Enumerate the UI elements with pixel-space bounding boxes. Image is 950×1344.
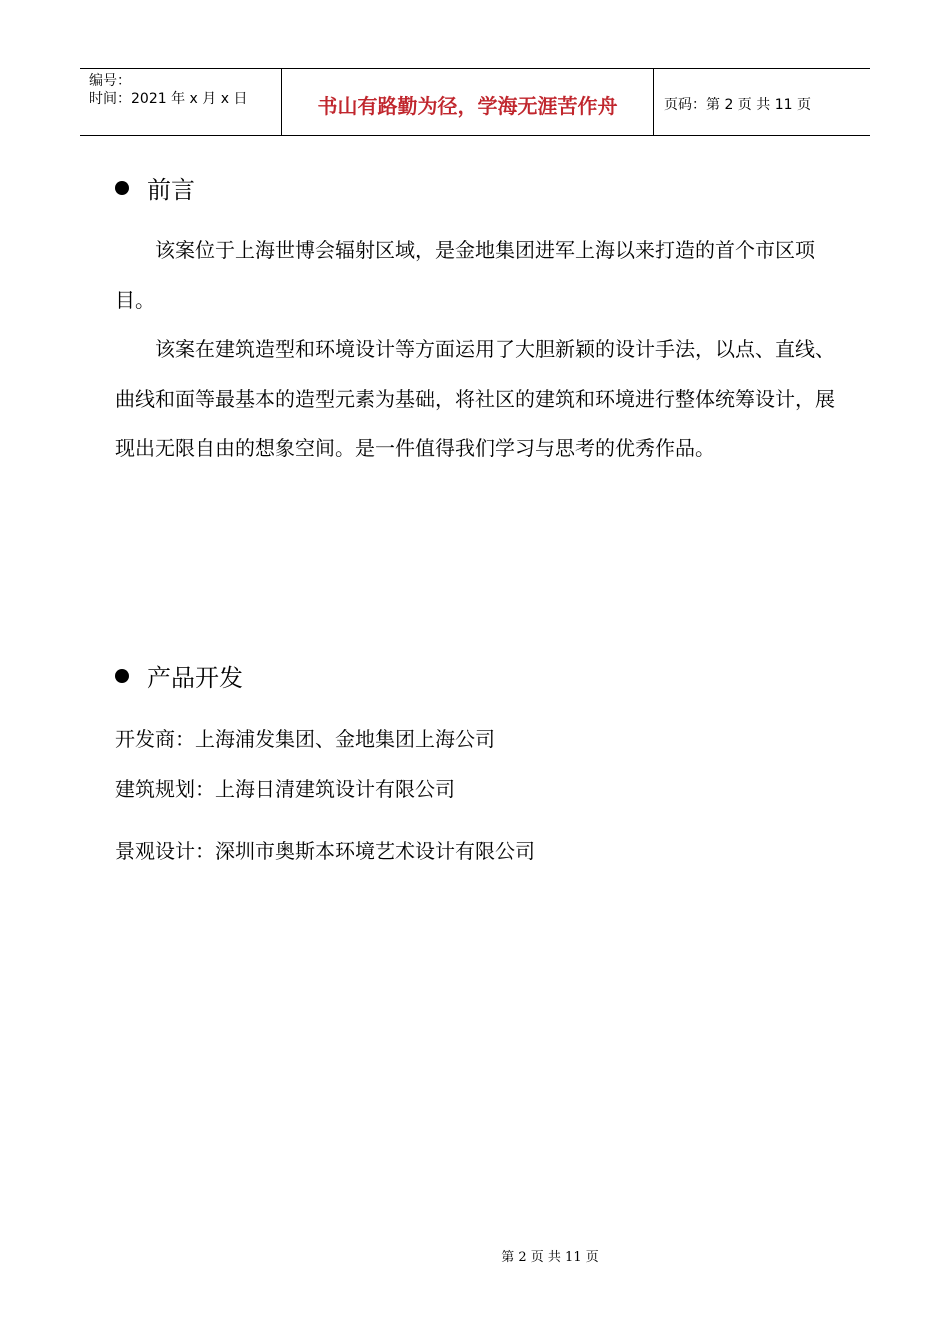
- time-label: 时间：2021 年 x 月 x 日: [89, 91, 248, 107]
- header-page-code: 页码：第 2 页 共 11 页: [664, 97, 811, 113]
- header-motto: 书山有路勤为径，学海无涯苦作舟: [281, 69, 654, 135]
- page-header: [80, 68, 870, 136]
- preface-heading-text: 前言: [147, 176, 195, 204]
- bullet-icon: [115, 181, 129, 195]
- preface-heading: [115, 170, 195, 205]
- page-footer: 第 2 页 共 11 页: [501, 1250, 599, 1265]
- product-heading: [115, 658, 243, 693]
- developer-line: 开发商：上海浦发集团、金地集团上海公司: [115, 727, 495, 751]
- product-heading-text: 产品开发: [147, 664, 243, 692]
- architecture-line: 建筑规划：上海日清建筑设计有限公司: [115, 777, 455, 801]
- bullet-icon: [115, 669, 129, 683]
- header-meta: [80, 69, 281, 135]
- landscape-line: 景观设计：深圳市奥斯本环境艺术设计有限公司: [115, 839, 535, 863]
- number-label: 编号：: [89, 73, 131, 89]
- preface-paragraph-1: 该案位于上海世博会辐射区域，是金地集团进军上海以来打造的首个市区项目。: [115, 238, 815, 312]
- preface-paragraph-2: 该案在建筑造型和环境设计等方面运用了大胆新颖的设计手法，以点、直线、曲线和面等最基本的造型元素为基础，将社区的建筑和环境进行整体统筹设计，展现出无限自由的想象空间。是一件值得我们学习与思考的优秀作品。: [115, 337, 835, 460]
